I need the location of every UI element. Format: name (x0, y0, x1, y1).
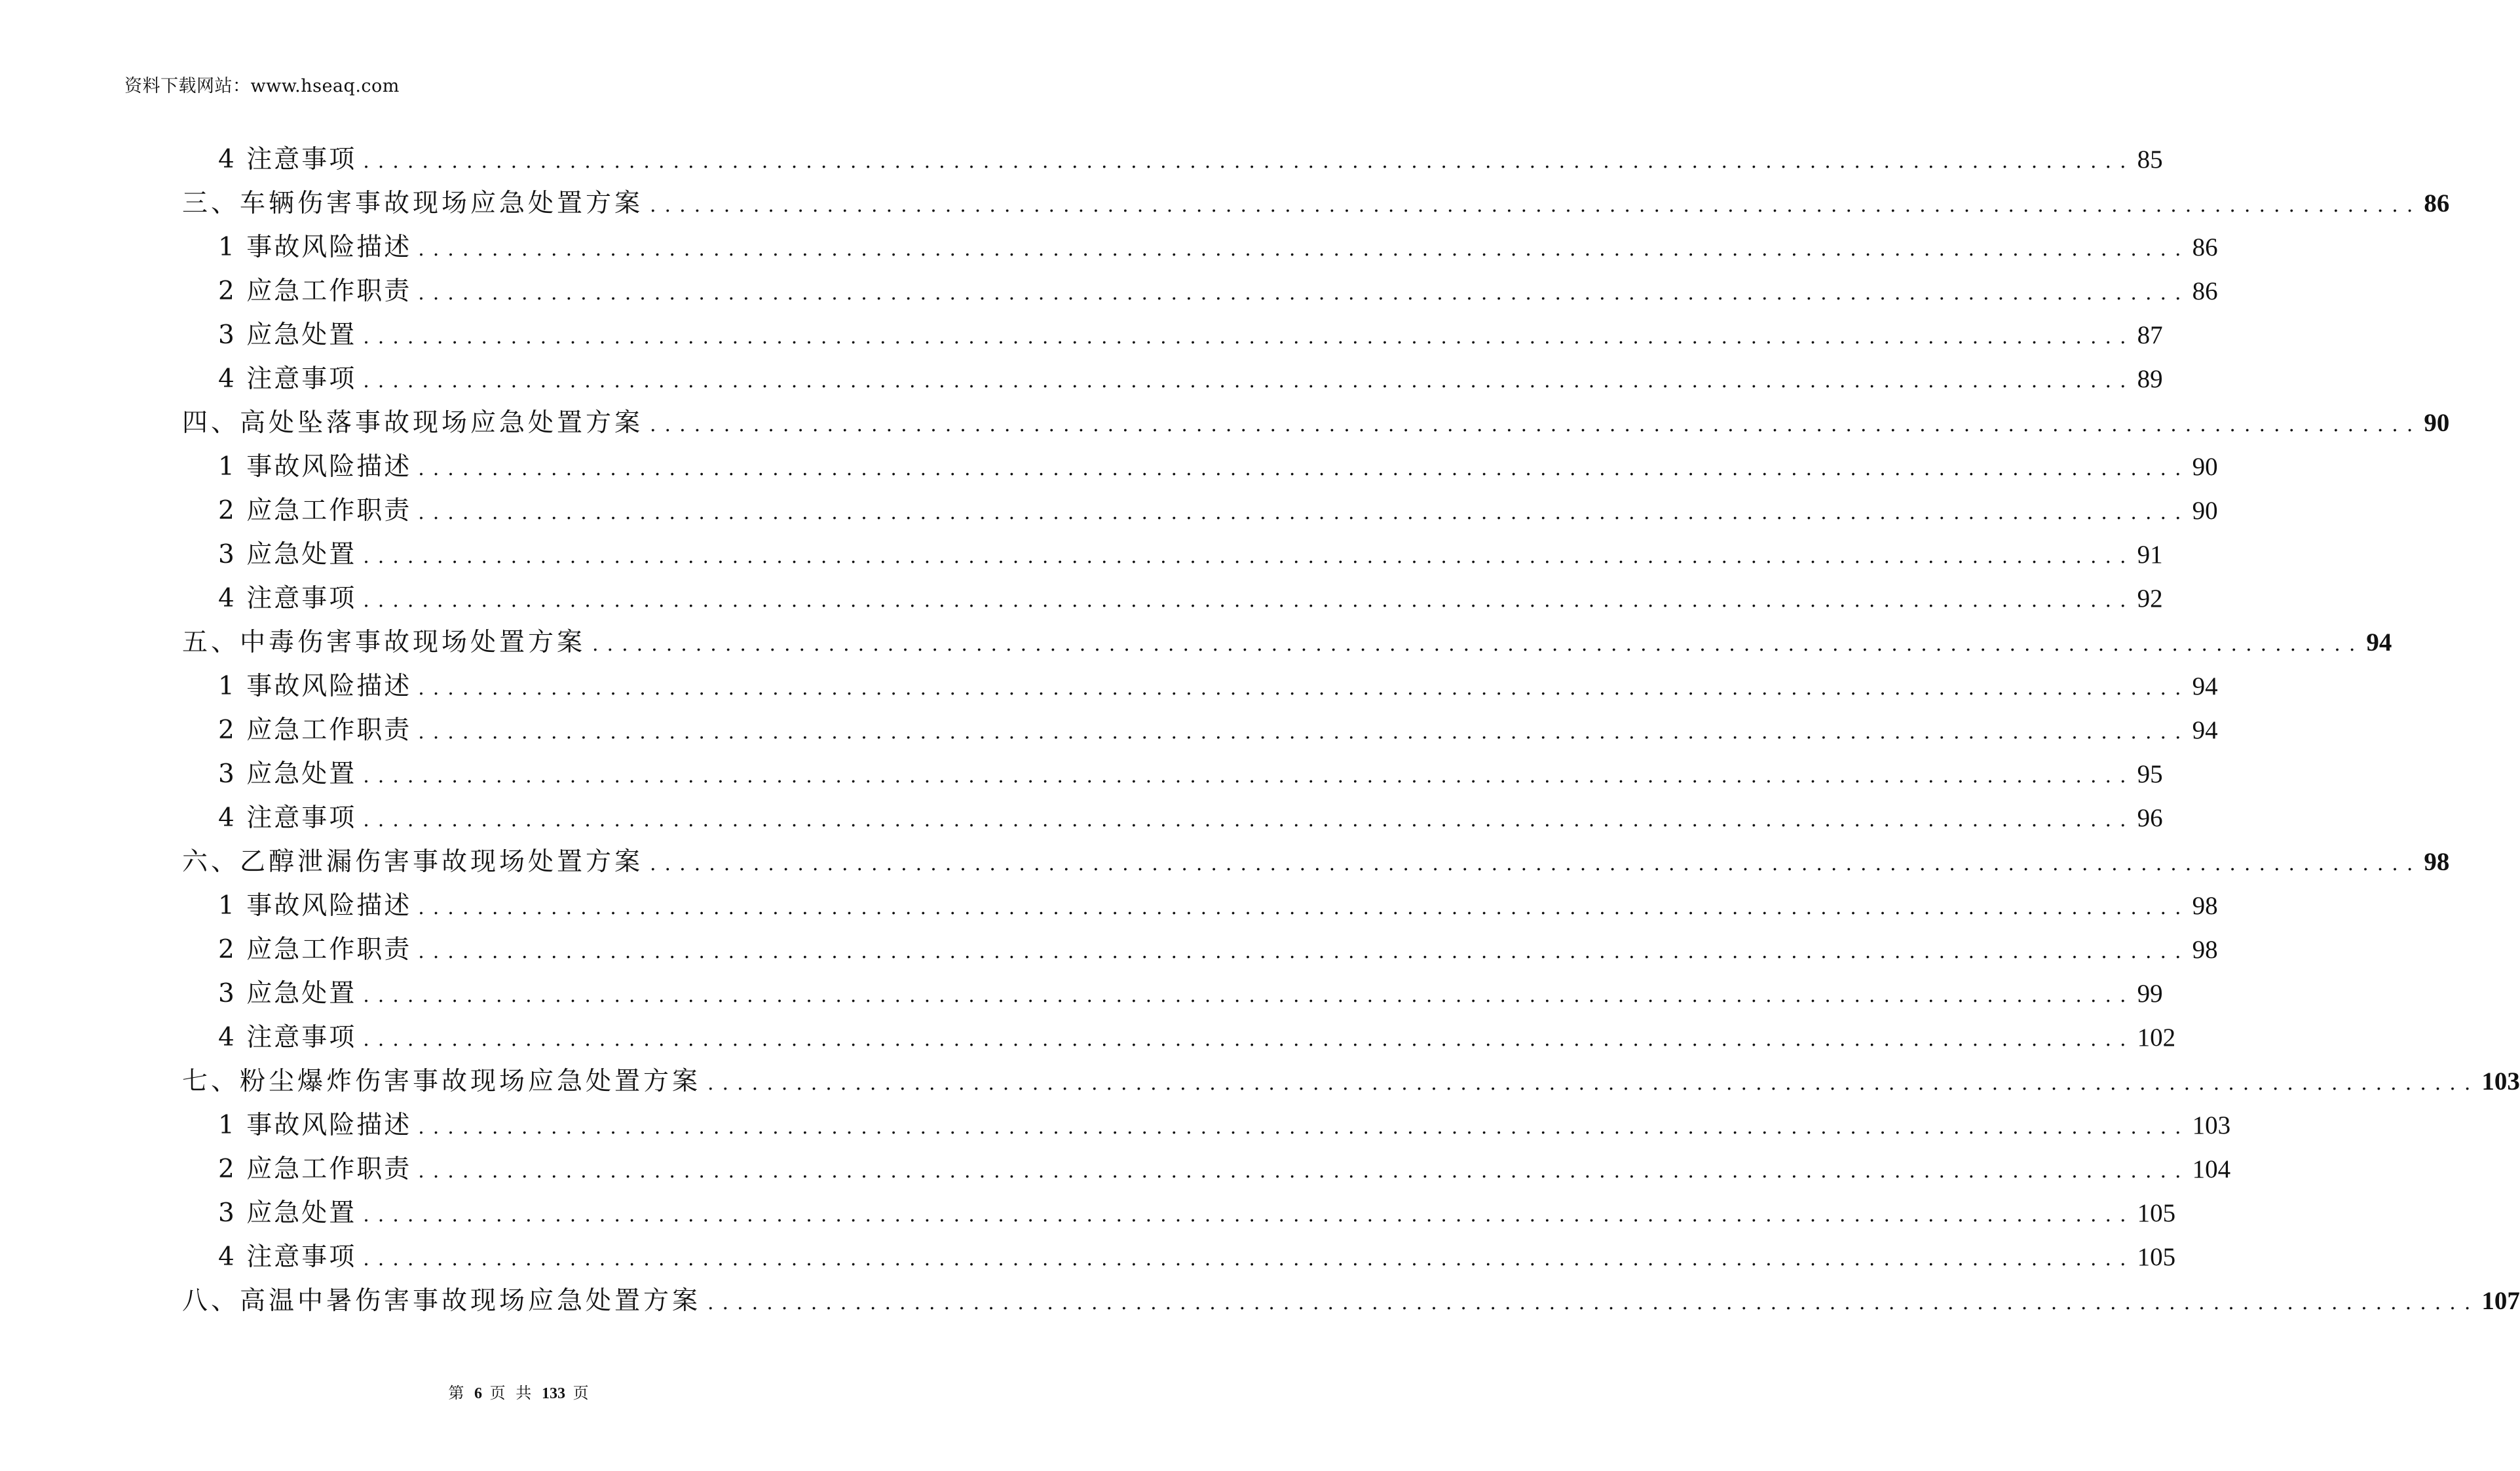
toc-entry[interactable] (182, 621, 2392, 664)
toc-entry-label: 1 事故风险描述 (218, 891, 412, 921)
toc-entry-page: 92 (2137, 584, 2163, 613)
toc-entry-page: 91 (2137, 541, 2163, 569)
toc-entry[interactable] (218, 269, 2218, 313)
toc-dot-leader: ........................................................................................................................ (418, 282, 2190, 305)
toc-entry[interactable] (218, 884, 2218, 928)
toc-dot-leader: ........................................................................................................................ (363, 370, 2135, 392)
toc-entry-label: 1 事故风险描述 (218, 1111, 412, 1140)
toc-entry-page: 90 (2192, 453, 2218, 481)
toc-entry[interactable] (218, 928, 2218, 972)
toc-dot-leader: ........................................................................................................................ (418, 457, 2190, 480)
toc-dot-leader: ........................................................................................................................ (363, 765, 2135, 788)
toc-dot-leader: ........................................................................................................................ (650, 194, 2422, 217)
toc-entry-page: 102 (2137, 1023, 2176, 1052)
toc-entry[interactable] (218, 357, 2163, 401)
toc-entry-page: 99 (2137, 980, 2163, 1008)
toc-entry-page: 95 (2137, 760, 2163, 788)
toc-entry-label: 3 应急处置 (218, 540, 357, 569)
toc-dot-leader: ........................................................................................................................ (707, 1072, 2479, 1095)
toc-entry-page: 94 (2192, 716, 2218, 744)
toc-entry[interactable] (182, 840, 2450, 884)
toc-entry-label: 3 应急处置 (218, 979, 357, 1008)
footer-current-page: 6 (474, 1385, 483, 1402)
toc-entry-label: 2 应急工作职责 (218, 1155, 412, 1184)
toc-entry[interactable] (182, 181, 2450, 225)
toc-entry[interactable] (218, 1147, 2231, 1191)
toc-entry-page: 96 (2137, 804, 2163, 832)
toc-entry-label: 3 应急处置 (218, 1198, 357, 1228)
toc-dot-leader: ........................................................................................................................ (363, 545, 2135, 568)
toc-entry[interactable] (218, 1103, 2231, 1147)
toc-dot-leader: ........................................................................................................................ (418, 238, 2190, 261)
footer-middle: 页 共 (489, 1384, 535, 1402)
toc-entry-label: 4 注意事项 (218, 803, 357, 833)
toc-entry-label: 六、乙醇泄漏伤害事故现场处置方案 (182, 847, 644, 877)
toc-entry-label: 2 应急工作职责 (218, 277, 412, 306)
toc-entry-page: 103 (2481, 1067, 2520, 1096)
toc-entry-label: 3 应急处置 (218, 320, 357, 350)
toc-entry-label: 三、车辆伤害事故现场应急处置方案 (182, 189, 644, 218)
toc-dot-leader: ........................................................................................................................ (363, 1248, 2135, 1270)
toc-entry[interactable] (218, 972, 2163, 1016)
toc-dot-leader: ........................................................................................................................ (650, 852, 2422, 875)
toc-entry-label: 4 注意事项 (218, 584, 357, 613)
toc-entry[interactable] (218, 1191, 2176, 1235)
footer-suffix: 页 (573, 1384, 592, 1402)
toc-entry-page: 105 (2137, 1243, 2176, 1271)
toc-entry-label: 4 注意事项 (218, 145, 357, 174)
toc-dot-leader: ........................................................................................................................ (418, 721, 2190, 744)
toc-dot-leader: ........................................................................................................................ (418, 940, 2190, 963)
toc-entry-label: 4 注意事项 (218, 364, 357, 394)
toc-entry-label: 2 应急工作职责 (218, 935, 412, 965)
toc-dot-leader: ........................................................................................................................ (363, 809, 2135, 831)
toc-entry[interactable] (218, 138, 2163, 181)
toc-dot-leader: ........................................................................................................................ (363, 1028, 2135, 1051)
toc-entry-page: 105 (2137, 1199, 2176, 1227)
toc-entry-label: 1 事故风险描述 (218, 672, 412, 701)
toc-entry-label: 四、高处坠落事故现场应急处置方案 (182, 408, 644, 438)
toc-dot-leader: ........................................................................................................................ (363, 326, 2135, 349)
toc-entry[interactable] (182, 1279, 2520, 1323)
toc-dot-leader: ........................................................................................................................ (418, 677, 2190, 700)
toc-dot-leader: ........................................................................................................................ (418, 1116, 2190, 1139)
toc-dot-leader: ........................................................................................................................ (418, 501, 2190, 524)
toc-dot-leader: ........................................................................................................................ (418, 896, 2190, 919)
header-text: 资料下载网站：www.hseaq.com (124, 76, 400, 96)
toc-entry-label: 1 事故风险描述 (218, 233, 412, 262)
toc-dot-leader: ........................................................................................................................ (363, 1204, 2135, 1227)
toc-entry-label: 1 事故风险描述 (218, 452, 412, 482)
toc-entry-page: 98 (2192, 892, 2218, 920)
toc-entry-page: 98 (2192, 936, 2218, 964)
page-footer (0, 1381, 1040, 1405)
toc-entry-page: 85 (2137, 145, 2163, 174)
toc-entry[interactable] (218, 796, 2163, 840)
toc-entry-page: 94 (2192, 672, 2218, 700)
toc-dot-leader: ........................................................................................................................ (363, 984, 2135, 1007)
toc-entry[interactable] (218, 752, 2163, 796)
toc-entry-label: 3 应急处置 (218, 759, 357, 789)
toc-entry-page: 87 (2137, 321, 2163, 349)
toc-entry-label: 4 注意事项 (218, 1242, 357, 1272)
toc-entry-label: 2 应急工作职责 (218, 496, 412, 525)
toc-entry[interactable] (218, 313, 2163, 357)
toc-entry[interactable] (218, 445, 2218, 489)
toc-entry-label: 2 应急工作职责 (218, 716, 412, 745)
toc-dot-leader: ........................................................................................................................ (418, 1160, 2190, 1183)
toc-entry-label: 八、高温中暑伤害事故现场应急处置方案 (182, 1286, 702, 1316)
toc-entry[interactable] (218, 577, 2163, 621)
toc-entry-page: 86 (2192, 277, 2218, 305)
toc-entry[interactable] (218, 1235, 2176, 1279)
toc-entry[interactable] (182, 1060, 2520, 1103)
toc-dot-leader: ........................................................................................................................ (363, 150, 2135, 173)
toc-entry-page: 98 (2424, 848, 2450, 876)
toc-entry[interactable] (218, 1016, 2176, 1060)
page-header (124, 73, 400, 100)
toc-dot-leader: ........................................................................................................................ (592, 633, 2364, 656)
toc-entry[interactable] (218, 708, 2218, 752)
toc-entry-page: 104 (2192, 1155, 2231, 1183)
toc-entry-page: 86 (2424, 189, 2450, 218)
toc-entry-label: 4 注意事项 (218, 1023, 357, 1052)
toc-dot-leader: ........................................................................................................................ (707, 1291, 2479, 1314)
toc-dot-leader: ........................................................................................................................ (363, 589, 2135, 612)
toc-entry-page: 86 (2192, 233, 2218, 261)
toc-dot-leader: ........................................................................................................................ (650, 413, 2422, 436)
toc-entry[interactable] (218, 225, 2218, 269)
toc-entry-page: 90 (2192, 497, 2218, 525)
toc-entry[interactable] (218, 533, 2163, 577)
footer-total-pages: 133 (541, 1385, 565, 1402)
toc-entry[interactable] (182, 401, 2450, 445)
toc-entry[interactable] (218, 489, 2218, 533)
footer-prefix: 第 (448, 1384, 467, 1402)
toc-entry-page: 103 (2192, 1111, 2231, 1139)
toc-entry-page: 107 (2481, 1287, 2520, 1315)
toc-entry[interactable] (218, 664, 2218, 708)
toc-entry-page: 94 (2366, 628, 2392, 657)
toc-entry-page: 90 (2424, 409, 2450, 437)
toc-entry-page: 89 (2137, 365, 2163, 393)
toc-entry-label: 五、中毒伤害事故现场处置方案 (182, 628, 586, 657)
toc-entry-label: 七、粉尘爆炸伤害事故现场应急处置方案 (182, 1067, 702, 1096)
